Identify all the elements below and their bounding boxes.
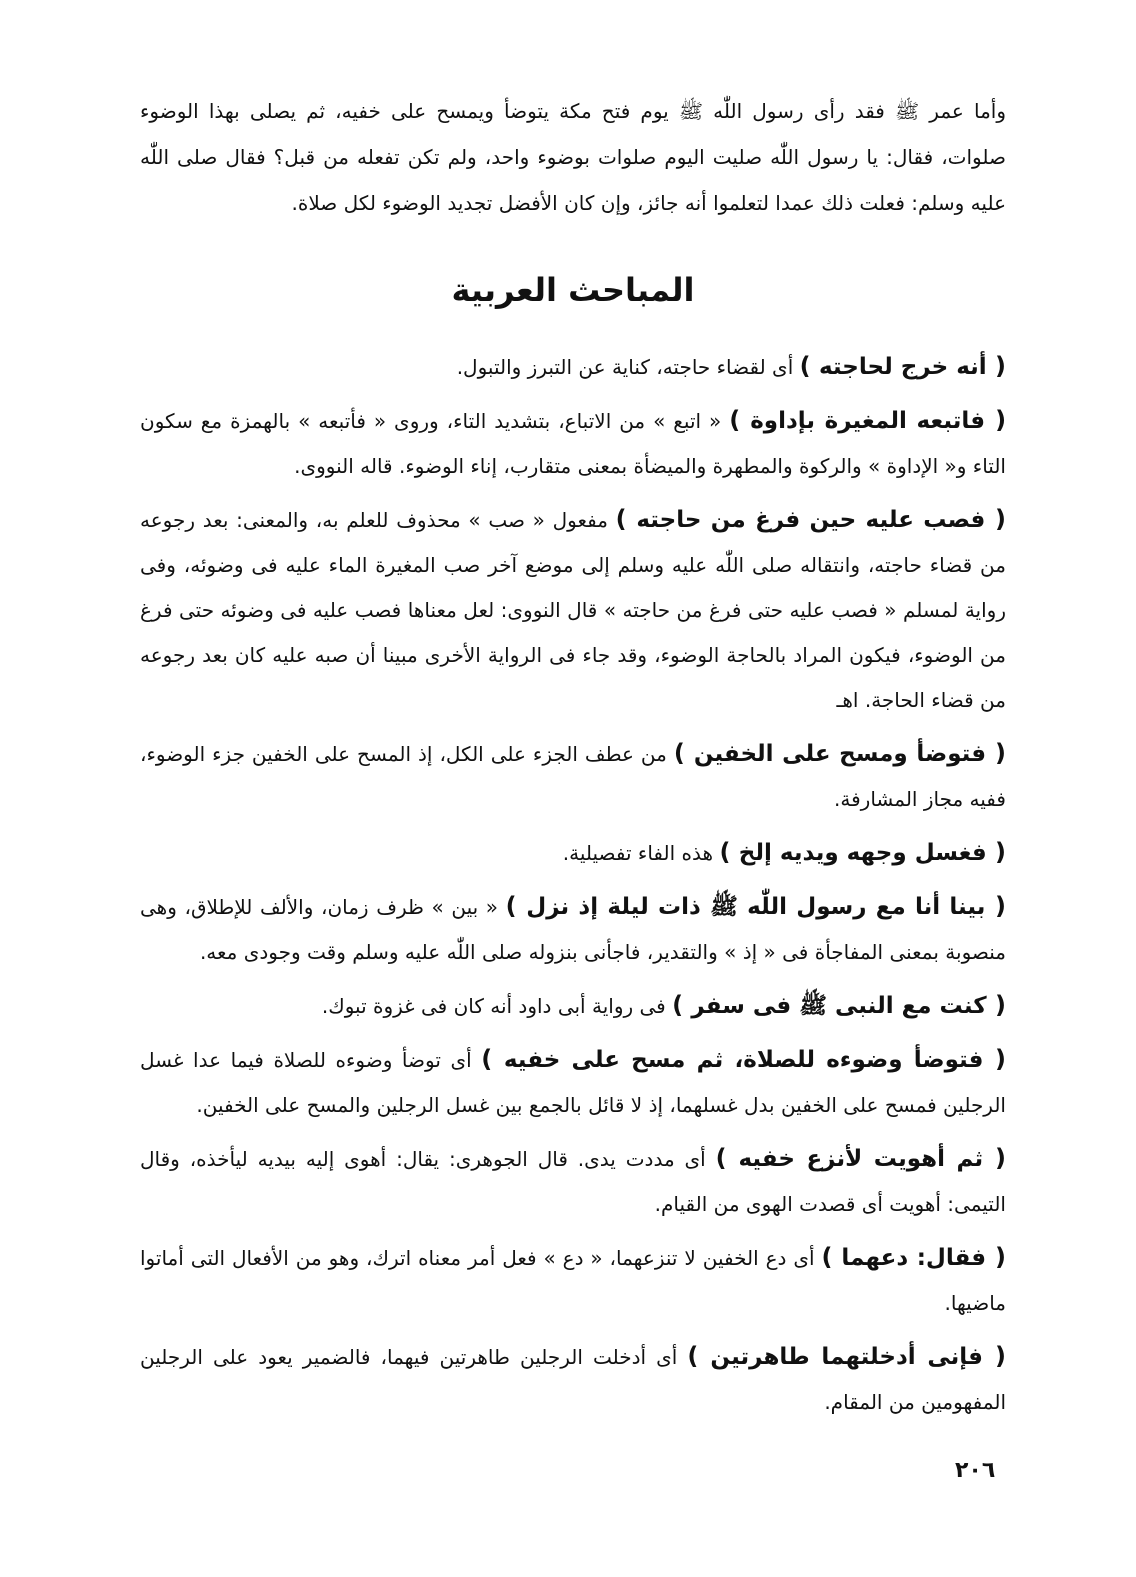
entry-term: فصب عليه حين فرغ من حاجته <box>636 507 986 533</box>
entry-2: ( فصب عليه حين فرغ من حاجته ) مفعول « صب » محذوف للعلم به، والمعنى: بعد رجوعه من قضاء حاجته، وانتقاله صلى اللّٰه عليه وسلم إلى موضع آخر صب المغيرة الماء عليه فى وضوئه، وفى رواية لمسلم « فصب عليه حتى فرغ من حاجته » قال النووى: لعل معناها فصب عليه فى وضوئه حتى فرغ من الوضوء، فيكون المراد بالحاجة الوضوء، وقد جاء فى الرواية الأخرى مبينا أن صبه عليه كان بعد رجوعه من قضاء الحاجة. اهـ <box>140 505 1007 712</box>
entry-3: ( فتوضأ ومسح على الخفين ) من عطف الجزء على الكل، إذ المسح على الخفين جزء الوضوء، ففيه مجاز المشارفة. <box>140 739 1007 811</box>
entry-6: ( كنت مع النبى ﷺ فى سفر ) فى رواية أبى داود أنه كان فى غزوة تبوك. <box>321 991 1006 1019</box>
entry-8: ( ثم أهويت لأنزع خفيه ) أى مددت يدى. قال الجوهرى: يقال: أهوى إليه بيديه ليأخذه، وقال التيمى: أهويت أى قصدت الهوى من القيام. <box>140 1144 1007 1216</box>
section-title: المباحث العربية <box>451 271 695 309</box>
entry-7: ( فتوضأ وضوءه للصلاة، ثم مسح على خفيه ) أى توضأ وضوءه للصلاة فيما عدا غسل الرجلين فمسح على الخفين بدل غسلهما، إذ لا قائل بالجمع بين غسل الرجلين والمسح على الخفين. <box>140 1045 1007 1117</box>
entry-text: هذه الفاء تفصيلية. <box>562 841 714 865</box>
entry-text: أى توضأ وضوءه للصلاة فيما عدا غسل الرجلين فمسح على الخفين بدل غسلهما، إذ لا قائل بالجمع بين غسل الرجلين والمسح على الخفين. <box>140 1048 1006 1117</box>
intro-paragraph: وأما عمر ﷺ فقد رأى رسول اللّٰه ﷺ يوم فتح مكة يتوضأ ويمسح على خفيه، ثم يصلى بهذا الوضوء صلوات، فقال: يا رسول اللّٰه صليت اليوم صلوات بوضوء واحد، ولم تكن تفعله من قبل؟ فقال صلى اللّٰه عليه وسلم: فعلت ذلك عمدا لتعلموا أنه جائز، وإن كان الأفضل تجديد الوضوء لكل صلاة. <box>140 99 1006 215</box>
page-number: ٢٠٦ <box>955 1458 996 1483</box>
entry-5: ( بينا أنا مع رسول اللّٰه ﷺ ذات ليلة إذ نزل ) « بين » ظرف زمان، والألف للإطلاق، وهى منصوبة بمعنى المفاجأة فى « إذ » والتقدير، فاجأنى بنزوله صلى اللّٰه عليه وسلم وقت وجودى معه. <box>140 892 1007 964</box>
entry-term: بينا أنا مع رسول اللّٰه ﷺ ذات ليلة إذ نزل <box>526 894 986 920</box>
entry-0: ( أنه خرج لحاجته ) أى لقضاء حاجته، كناية عن التبرز والتبول. <box>456 352 1006 380</box>
entry-1: ( فاتبعه المغيرة بإداوة ) « اتبع » من الاتباع، بتشديد التاء، وروى « فأتبعه » بالهمزة مع سكون التاء و« الإداوة » والركوة والمطهرة والميضأة بمعنى متقارب، إناء الوضوء. قاله النووى. <box>140 406 1007 478</box>
page-body <box>140 88 1006 1433</box>
entry-term: أنه خرج لحاجته <box>818 354 987 380</box>
entry-term: فتوضأ وضوءه للصلاة، ثم مسح على خفيه <box>503 1047 984 1073</box>
entry-text: أى دع الخفين لا تنزعهما، « دع » فعل أمر معناه اترك، وهو من الأفعال التى أماتوا ماضيها. <box>140 1246 1006 1315</box>
entry-10: ( فإنى أدخلتهما طاهرتين ) أى أدخلت الرجلين طاهرتين فيهما، فالضمير يعود على الرجلين المفهومين من المقام. <box>140 1342 1007 1414</box>
entry-text: أى مددت يدى. قال الجوهرى: يقال: أهوى إليه بيديه ليأخذه، وقال التيمى: أهويت أى قصدت الهوى من القيام. <box>140 1147 1006 1216</box>
entry-term: ثم أهويت لأنزع خفيه <box>738 1146 984 1172</box>
entry-term: فتوضأ ومسح على الخفين <box>693 741 987 767</box>
entry-text: « اتبع » من الاتباع، بتشديد التاء، وروى « فأتبعه » بالهمزة مع سكون التاء و« الإداوة » والركوة والمطهرة والميضأة بمعنى متقارب، إناء الوضوء. قاله النووى. <box>140 409 1006 478</box>
entry-term: فغسل وجهه ويديه إلخ <box>738 840 987 866</box>
entry-term: فإنى أدخلتهما طاهرتين <box>710 1344 983 1370</box>
entry-4: ( فغسل وجهه ويديه إلخ ) هذه الفاء تفصيلية. <box>562 838 1006 866</box>
entry-term: كنت مع النبى ﷺ فى سفر <box>691 993 987 1019</box>
entry-text: « بين » ظرف زمان، والألف للإطلاق، وهى منصوبة بمعنى المفاجأة فى « إذ » والتقدير، فاجأنى بنزوله صلى اللّٰه عليه وسلم وقت وجودى معه. <box>140 895 1006 964</box>
entry-text: أى لقضاء حاجته، كناية عن التبرز والتبول. <box>456 355 794 379</box>
entry-9: ( فقال: دعهما ) أى دع الخفين لا تنزعهما، « دع » فعل أمر معناه اترك، وهو من الأفعال التى أماتوا ماضيها. <box>140 1243 1007 1315</box>
entry-text: من عطف الجزء على الكل، إذ المسح على الخفين جزء الوضوء، ففيه مجاز المشارفة. <box>140 742 1006 811</box>
entry-text: فى رواية أبى داود أنه كان فى غزوة تبوك. <box>321 994 666 1018</box>
entry-term: فقال: دعهما <box>841 1245 987 1271</box>
entry-text: مفعول « صب » محذوف للعلم به، والمعنى: بعد رجوعه من قضاء حاجته، وانتقاله صلى اللّٰه عليه وسلم إلى موضع آخر صب المغيرة الماء عليه فى وضوئه، وفى رواية لمسلم « فصب عليه حتى فرغ من حاجته » قال النووى: لعل معناها فصب عليه فى وضوئه حتى فرغ من الوضوء، فيكون المراد بالحاجة الوضوء، وقد جاء فى الرواية الأخرى مبينا أن صبه عليه كان بعد رجوعه من قضاء الحاجة. اهـ <box>140 508 1006 712</box>
entries-list <box>140 344 1006 1425</box>
entry-text: أى أدخلت الرجلين طاهرتين فيهما، فالضمير يعود على الرجلين المفهومين من المقام. <box>140 1345 1006 1414</box>
entry-term: فاتبعه المغيرة بإداوة <box>750 408 986 434</box>
